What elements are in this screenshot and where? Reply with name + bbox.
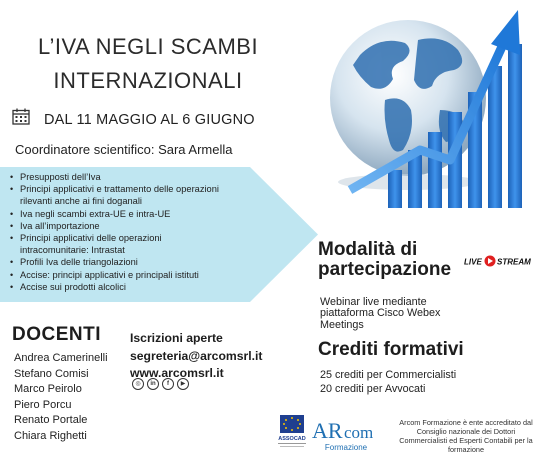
topic-item: • Iva all’importazione [20, 220, 310, 232]
stream-label: STREAM [497, 257, 531, 267]
topic-item: • Principi applicativi delle operazioni [20, 232, 310, 244]
topic-item: • Principi applicativi e trattamento delle operazioni [20, 183, 310, 195]
participation-title [318, 240, 468, 280]
docente-name: Piero Porcu [14, 398, 72, 411]
participation-title-line-1: Modalità di [318, 239, 418, 260]
docenti-list [14, 351, 108, 444]
coordinator: Coordinatore scientifico: Sara Armella [15, 142, 233, 157]
facebook-icon[interactable]: f [162, 378, 174, 390]
svg-text:ASSOCAD: ASSOCAD [278, 436, 306, 442]
website-link[interactable]: www.arcomsrl.it [130, 366, 224, 380]
iscrizioni-label: Iscrizioni aperte [130, 331, 223, 345]
arcom-logo [310, 416, 382, 454]
email-link[interactable]: segreteria@arcomsrl.it [130, 348, 263, 363]
credits-avvocati: 20 crediti per Avvocati [320, 383, 426, 395]
topic-item-continuation: intracomunitarie: Intrastat [20, 245, 125, 256]
docente-name: Stefano Comisi [14, 367, 89, 380]
docente-name: Andrea Camerinelli [14, 352, 108, 364]
docente-name: Marco Peirolo [14, 383, 82, 395]
youtube-icon[interactable]: ▶ [177, 378, 189, 390]
date-range: DAL 11 MAGGIO AL 6 GIUGNO [44, 112, 255, 128]
docente-name: Renato Portale [14, 414, 88, 426]
topic-item: • Presupposti dell’Iva [20, 171, 310, 183]
title-line-2: INTERNAZIONALI [53, 68, 243, 93]
topic-item: • Iva negli scambi extra-UE e intra-UE [20, 208, 310, 220]
accreditation-note [392, 418, 540, 454]
participation-title-line-2: partecipazione [318, 259, 452, 280]
linkedin-icon[interactable]: in [147, 378, 159, 390]
webinar-description [320, 297, 470, 331]
contact-block [130, 330, 262, 383]
instagram-icon[interactable]: ◎ [132, 378, 144, 390]
docenti-title: DOCENTI [12, 324, 101, 345]
live-label: LIVE [464, 257, 482, 267]
globe-growth-illustration [290, 0, 543, 232]
credits-commercialisti: 25 crediti per Commercialisti [320, 369, 457, 381]
topic-item: • Profili Iva delle triangolazioni [20, 256, 310, 268]
trend-arrow-head [491, 10, 520, 55]
page-title [8, 30, 288, 98]
title-line-1: L’IVA NEGLI SCAMBI [37, 34, 259, 59]
footer-line-2: Consiglio nazionale dei Dottori [416, 427, 516, 436]
credits-list [320, 368, 456, 396]
social-icons [132, 378, 189, 390]
svg-text:AR: AR [312, 418, 343, 443]
topic-item: • Accise: principi applicativi e principali istituti [20, 269, 310, 281]
docente-name: Chiara Righetti [14, 429, 87, 442]
topic-item: • Accise sui prodotti alcolici [20, 281, 310, 293]
footer-line-4: formazione [447, 445, 485, 454]
webinar-line-3: Meetings [320, 318, 364, 331]
live-stream-badge [464, 255, 534, 267]
footer-line-1: Arcom Formazione è ente accreditato dal [399, 418, 533, 427]
credits-title: Crediti formativi [318, 339, 464, 360]
webinar-line-1: Webinar live mediante [320, 296, 427, 308]
topics-list [8, 171, 310, 293]
calendar-icon [12, 108, 30, 125]
assocad-logo [274, 413, 310, 451]
svg-text:Formazione: Formazione [324, 443, 368, 452]
footer-line-3: Commercialisti ed Esperti Contabili per la [399, 436, 533, 445]
topic-item-continuation: rilevanti anche ai fini doganali [20, 196, 142, 207]
svg-text:com: com [344, 423, 374, 442]
webinar-line-2: piattaforma Cisco Webex [320, 307, 441, 320]
